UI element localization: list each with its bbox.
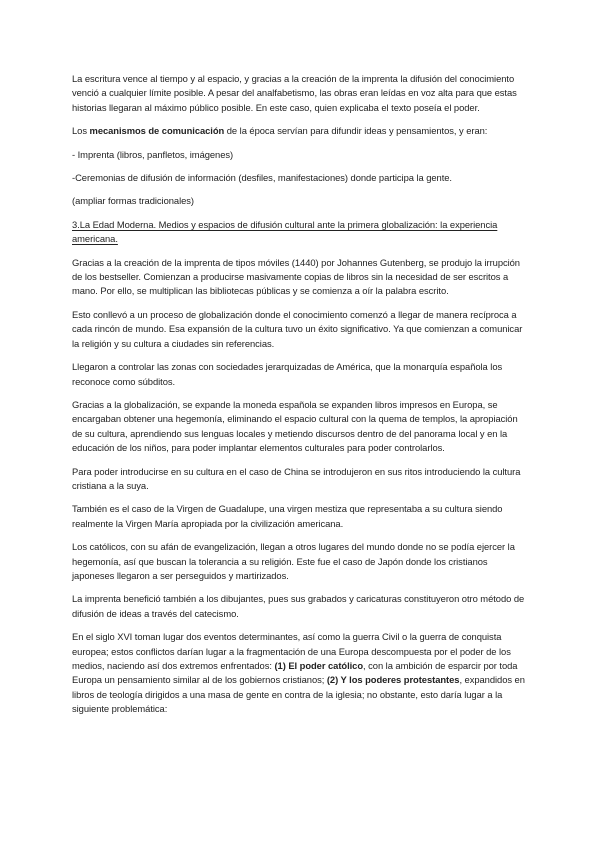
paragraph-spanish-currency: Gracias a la globalización, se expande la moneda española se expanden libros impresos en Europa, se encargaban obtener una hegemonía, eliminando el espacio cultural con la quema de templos, la apropiación de su cultura, aprendiendo sus lenguas locales y metiendo discursos dentro de del panorama local y en la educación de los niños, para poder implantar elementos culturales para poder controlarlos. [72,398,518,454]
paragraph-communication-mechanisms [72,124,530,138]
paragraph-sixteenth-century [72,630,530,716]
paragraph-globalization: Esto conllevó a un proceso de globalización donde el conocimiento comenzó a llegar de manera recíproca a cada rincón de mundo. Esa expansión de la cultura tuvo un éxito significativo. Ya que comienzan a comunicar la religión y su cultura a ciudades sin referencias. [72,308,523,349]
text-span: Los [72,125,90,137]
note-expand: (ampliar formas tradicionales) [72,195,194,207]
paragraph-catholics-japan: Los católicos, con su afán de evangelización, llegan a otros lugares del mundo donde no se podía ejercer la hegemonía, así que buscan la tolerancia a su religión. Este fue el caso de Japón donde los cristianos japoneses llegaron a ser perseguidos y martirizados. [72,541,515,581]
list-item-press: - Imprenta (libros, panfletos, imágenes) [72,148,234,160]
text-span: En el siglo XVI toman lugar dos eventos determinantes, así como la guerra Civil o la guerra de conquista europea; estos conflictos darían lugar a la fragmentación de una Europa descompuesta por el poder de los medios, naciendo así dos extremos enfrentados: [72,631,511,671]
paragraph-gutenberg: Gracias a la creación de la imprenta de tipos móviles (1440) por Johannes Gutenberg, se produjo la irrupción de los bestseller. Comienzan a producirse masivamente copias de libros sin la necesidad de ser escritos a mano. Por ello, se multiplican las bibliotecas públicas y se comienza a oír la palabra escrito. [72,256,520,297]
paragraph-illustrators: La imprenta benefició también a los dibujantes, pues sus grabados y caricaturas constituyeron otro método de difusión de ideas a través del catecismo. [72,593,525,619]
bold-term: (1) El poder católico [274,660,364,671]
paragraph-writing-and-press: La escritura vence al tiempo y al espacio, y gracias a la creación de la imprenta la difusión del conocimiento venció a cualquier límite posible. A pesar del analfabetismo, las obras eran leídas en voz alta para que estas historias llegaran al máximo público posible. En este caso, quien explicaba el texto poseía el poder. [72,73,517,113]
document-page [72,72,530,726]
text-span: , con la ambición de esparcir por toda Europa un pensamiento similar al de los gobiernos cristianos; [72,660,518,686]
bold-term: mecanismos de comunicación [89,125,225,137]
text-span: , expandidos en libros de teología dirigidos a una masa de gente en contra de la iglesia; no obstante, esto daría lugar a la siguiente problemática: [72,674,525,715]
bold-term: (2) Y los poderes protestantes [326,674,460,686]
section-heading: 3.La Edad Moderna. Medios y espacios de difusión cultural ante la primera globalización: la experiencia americana. [72,218,498,245]
text-span: de la época servían para difundir ideas y pensamientos, y eran: [224,125,488,137]
paragraph-america-control: Llegaron a controlar las zonas con sociedades jerarquizadas de América, que la monarquía española los reconoce como súbditos. [72,361,503,387]
paragraph-china: Para poder introducirse en su cultura en el caso de China se introdujeron en sus ritos introduciendo la cultura cristiana a la suya. [72,465,521,491]
list-item-ceremonies: -Ceremonias de difusión de información (desfiles, manifestaciones) donde participa la gente. [72,172,452,184]
paragraph-guadalupe: También es el caso de la Virgen de Guadalupe, una virgen mestiza que representaba a su cultura siendo realmente la Virgen María apropiada por la civilización americana. [72,503,503,529]
